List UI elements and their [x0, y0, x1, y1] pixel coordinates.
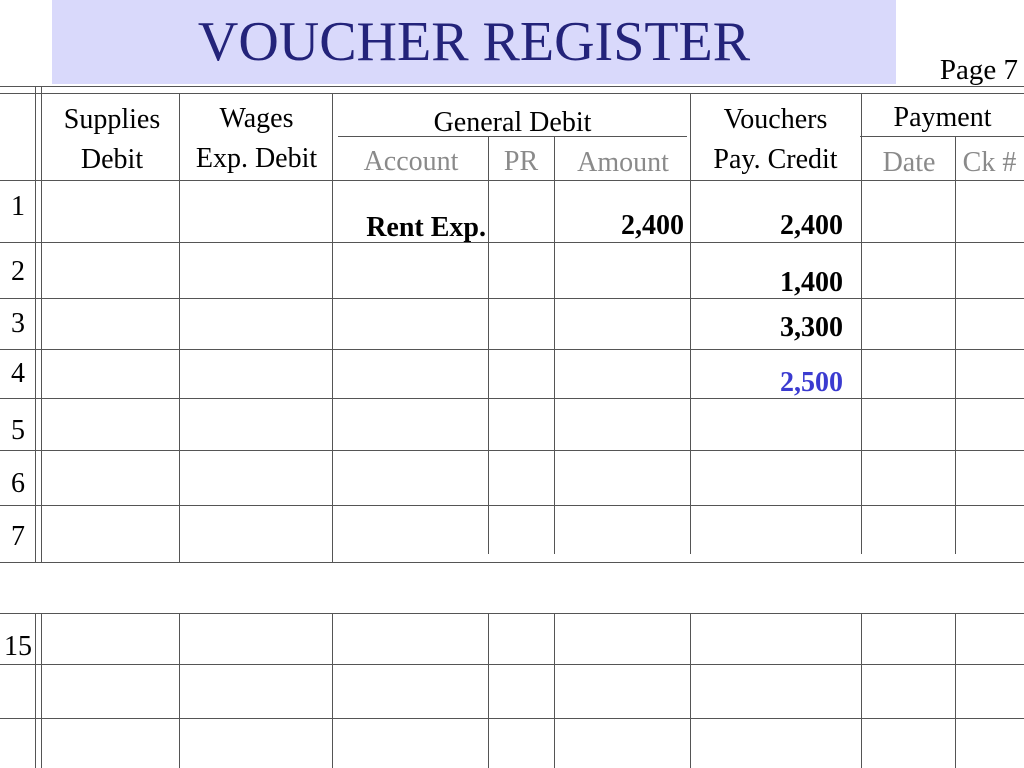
row-number: 4 [11, 358, 25, 389]
vouchers-payable-cell: 1,400 [780, 267, 843, 298]
amount-cell: 2,400 [621, 210, 684, 241]
vouchers-pay-credit-header: Vouchers Pay. Credit [713, 104, 838, 175]
row-number: 7 [11, 521, 25, 552]
amount-subheader: Amount [577, 147, 669, 178]
account-cell: Rent Exp. [366, 212, 486, 243]
row-number: 3 [11, 308, 25, 339]
vouchers-payable-cell: 3,300 [780, 312, 843, 343]
wages-exp-debit-header: Wages Exp. Debit [195, 103, 318, 174]
page-title: VOUCHER REGISTER [197, 11, 751, 73]
page-number: Page 7 [939, 54, 1018, 86]
row-number: 15 [4, 631, 32, 662]
vouchers-payable-cell-highlighted: 2,500 [780, 367, 843, 398]
payment-header: Payment [893, 102, 992, 133]
date-subheader: Date [882, 147, 936, 178]
pr-subheader: PR [503, 146, 539, 177]
row-number: 2 [11, 256, 25, 287]
ck-number-subheader: Ck # [962, 147, 1017, 178]
row-number: 6 [11, 468, 25, 499]
vouchers-payable-cell: 2,400 [780, 210, 843, 241]
row-number: 5 [11, 415, 25, 446]
general-debit-header: General Debit [433, 107, 592, 138]
supplies-debit-header: Supplies Debit [63, 104, 161, 175]
row-number: 1 [11, 191, 25, 222]
account-subheader: Account [363, 146, 459, 177]
